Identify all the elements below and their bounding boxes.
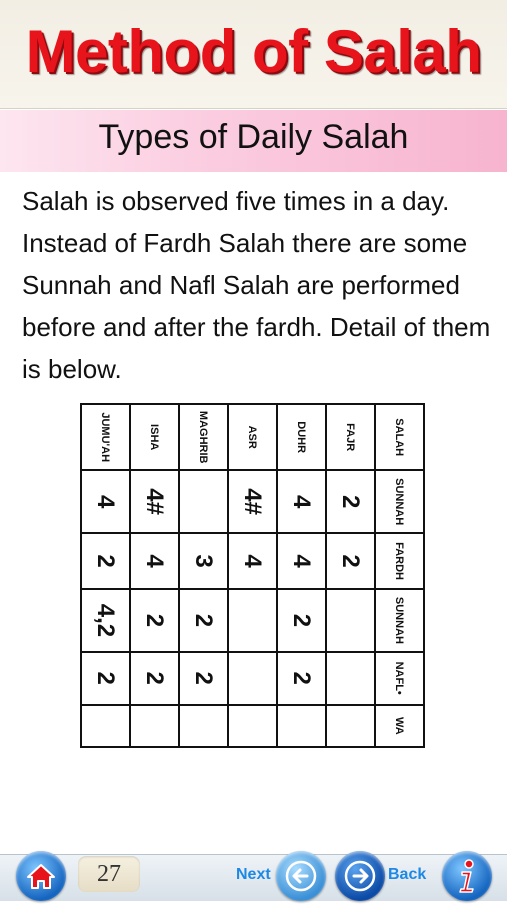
table-cell: 2 <box>130 652 179 705</box>
table-cell <box>326 589 375 652</box>
table-cell: 4# <box>228 470 277 533</box>
next-button[interactable] <box>276 851 326 901</box>
app-header <box>0 0 507 109</box>
home-icon <box>16 851 66 901</box>
row-label: MAGHRIB <box>179 404 228 470</box>
home-button[interactable] <box>16 851 66 901</box>
page-number: 27 <box>78 856 140 892</box>
column-header: SUNNAH <box>375 589 424 652</box>
column-header: SUNNAH <box>375 470 424 533</box>
table-cell: 4 <box>130 533 179 589</box>
column-header: WA <box>375 705 424 747</box>
section-banner <box>0 110 507 172</box>
table-cell: 4 <box>277 533 326 589</box>
table-cell <box>228 652 277 705</box>
table-cell <box>179 470 228 533</box>
intro-paragraph: Salah is observed five times in a day. Instead of Fardh Salah there are some Sunnah and Nafl Salah are performed before and after the fardh. Detail of them is below. <box>22 186 491 384</box>
table-cell: 4 <box>228 533 277 589</box>
section-heading: Types of Daily Salah <box>98 118 409 156</box>
table-cell <box>326 705 375 747</box>
table-cell: 4 <box>277 470 326 533</box>
table-cell <box>179 705 228 747</box>
table-cell: 2 <box>277 652 326 705</box>
row-label: DUHR <box>277 404 326 470</box>
arrow-right-icon <box>335 851 385 901</box>
table-cell: 4,2 <box>81 589 130 652</box>
table-cell <box>228 589 277 652</box>
table-cell: 4 <box>81 470 130 533</box>
table-cell: 4# <box>130 470 179 533</box>
back-button[interactable] <box>335 851 385 901</box>
page-title: Method of Salah <box>25 18 482 85</box>
table-cell: 2 <box>326 470 375 533</box>
table-cell: 2 <box>81 652 130 705</box>
back-label[interactable]: Back <box>388 866 427 883</box>
table-cell <box>326 652 375 705</box>
column-header: FARDH <box>375 533 424 589</box>
row-label: JUMU'AH <box>81 404 130 470</box>
table-cell: 2 <box>179 652 228 705</box>
table-cell: 2 <box>277 589 326 652</box>
table-cell <box>81 705 130 747</box>
table-row <box>179 404 228 747</box>
row-label: ISHA <box>130 404 179 470</box>
table-cell: 2 <box>179 589 228 652</box>
table-cell: 2 <box>81 533 130 589</box>
table-row <box>81 404 130 747</box>
next-label[interactable]: Next <box>236 866 271 883</box>
info-icon <box>442 851 492 901</box>
info-button[interactable] <box>442 851 492 901</box>
table-row <box>228 404 277 747</box>
table-cell: 3 <box>179 533 228 589</box>
salah-table <box>80 403 425 748</box>
table-row <box>277 404 326 747</box>
table-row <box>130 404 179 747</box>
column-header: SALAH <box>375 404 424 470</box>
arrow-left-icon <box>276 851 326 901</box>
row-label: FAJR <box>326 404 375 470</box>
table-row <box>326 404 375 747</box>
table-cell <box>277 705 326 747</box>
table-header-row <box>375 404 424 747</box>
salah-table-container <box>80 403 425 858</box>
table-cell <box>130 705 179 747</box>
table-cell <box>228 705 277 747</box>
table-cell: 2 <box>326 533 375 589</box>
row-label: ASR <box>228 404 277 470</box>
column-header: NAFL• <box>375 652 424 705</box>
table-cell: 2 <box>130 589 179 652</box>
